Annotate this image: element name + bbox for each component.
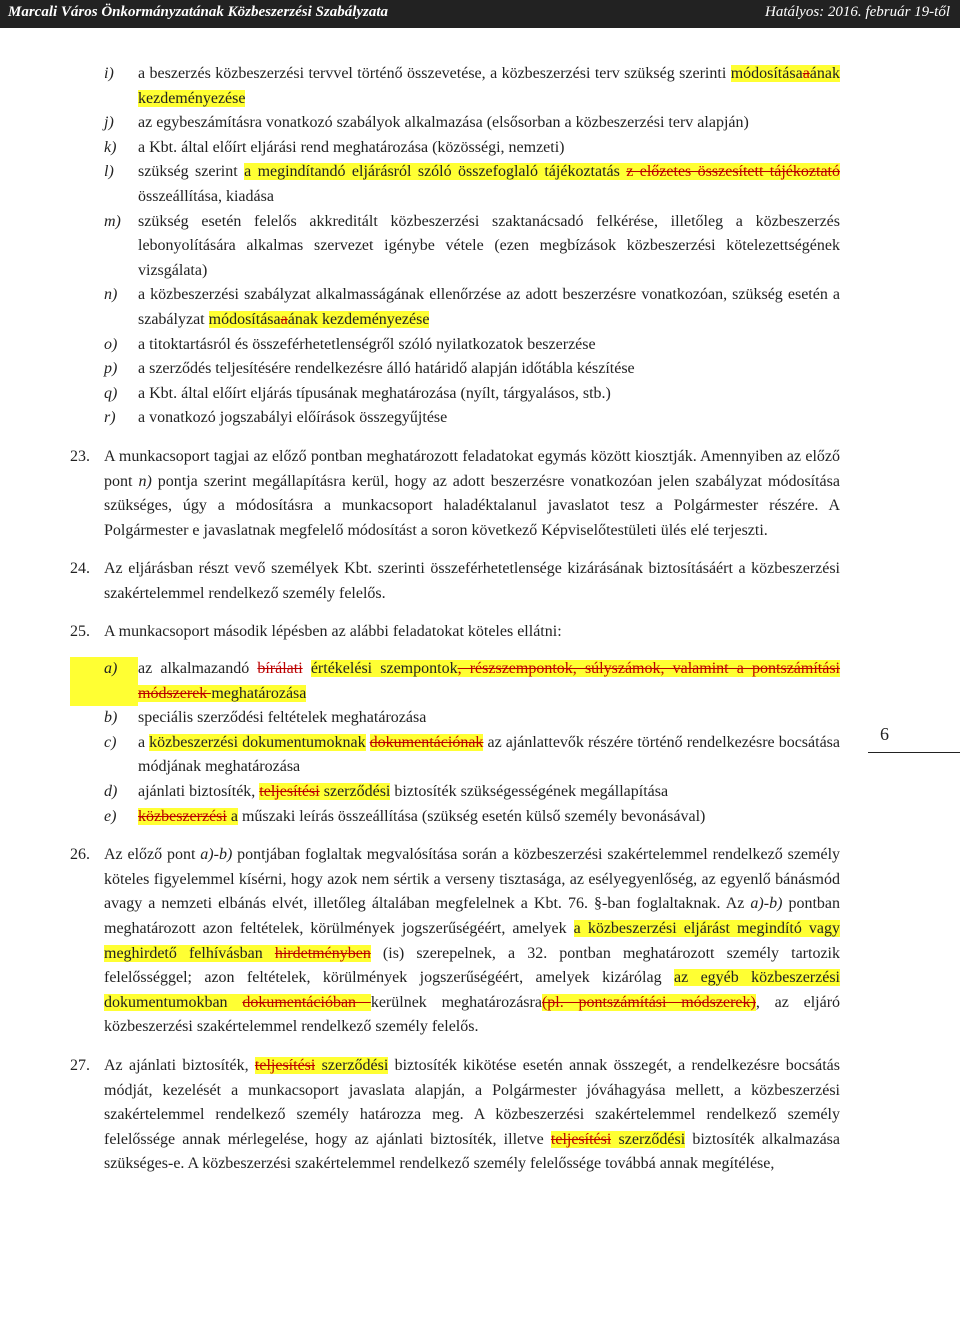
text-run: A munkacsoport tagjai az előző pontban meghatározott feladatokat egymás között kiosztják. Amennyiben az előző pont <box>104 447 840 490</box>
text-run <box>303 660 311 677</box>
text-run: biztosíték alkalmazása szükséges-e. A közbeszerzési szakértelemmel rendelkező személy felelőssége továbbá annak megítélése, <box>104 1130 840 1173</box>
list-item <box>70 160 840 209</box>
text-run: szükség szerint <box>138 163 245 181</box>
list-item-text <box>138 333 840 358</box>
list-item-label: b) <box>104 709 118 727</box>
list-item <box>70 136 840 161</box>
list-item-text <box>138 382 840 407</box>
text-run: a titoktartásról és összeférhetetlenségről szóló nyilatkozatok beszerzése <box>138 335 596 353</box>
list-item <box>70 706 840 731</box>
list-item-text <box>138 731 840 780</box>
list-item <box>70 357 840 382</box>
paragraph-text <box>104 843 840 1040</box>
list-item-label: d) <box>104 783 118 801</box>
text-run: speciális szerződési feltételek meghatározása <box>138 709 427 727</box>
task-list-second <box>70 657 840 829</box>
list-item-label: q) <box>104 384 118 402</box>
paragraph-24 <box>70 557 840 606</box>
paragraph-text <box>104 1054 840 1177</box>
text-run: (is) szerepelnek, a 32. pontban meghatározott személy tartozik felelősséggel; azon feltételek, körülmények jogszerűségéért, amelyek kizárólag <box>104 944 840 987</box>
text-run: kerülnek meghatározásra <box>370 993 542 1011</box>
list-item <box>70 210 840 284</box>
paragraph-text <box>104 557 840 606</box>
page-header <box>0 0 960 28</box>
list-item <box>70 805 840 830</box>
list-item <box>70 111 840 136</box>
list-item <box>70 382 840 407</box>
text-run: z előzetes összesített tájékoztató <box>626 163 840 181</box>
text-run: közbeszerzési <box>138 807 227 825</box>
list-item-label: r) <box>104 409 116 427</box>
paragraph-text <box>104 445 840 543</box>
list-item <box>70 333 840 358</box>
list-item <box>70 62 840 111</box>
header-effective-date: Hatályos: 2016. február 19-től <box>765 4 950 20</box>
document-body <box>70 62 840 1177</box>
text-run: a <box>138 733 150 751</box>
text-run: összeállítása, kiadása <box>138 187 274 205</box>
text-run: meghatározása <box>211 684 307 702</box>
list-item-label: j) <box>104 114 114 132</box>
paragraph-27 <box>70 1054 840 1177</box>
paragraph-number: 26. <box>70 846 90 864</box>
text-run: Az előző pont <box>104 846 201 864</box>
list-item <box>70 406 840 431</box>
list-item-text <box>138 210 840 284</box>
list-item-label: c) <box>104 733 117 751</box>
text-run: szerződési <box>315 1056 389 1074</box>
text-run: teljesítési <box>254 1056 316 1074</box>
text-run: Az eljárásban részt vevő személyek Kbt. szerinti összeférhetetlensége kizárásának biztosításáért a közbeszerzési szakértelemmel rendelkező személy felelős. <box>104 560 840 602</box>
list-item <box>70 780 840 805</box>
text-run: pontban meghatározott azon feltételek, körülmények jogszerűségéért, amelyek <box>104 895 840 937</box>
text-run: n) <box>138 472 152 490</box>
header-title: Marcali Város Önkormányzatának Közbeszerzési Szabályzata <box>8 4 389 20</box>
text-run: bírálati <box>257 660 303 678</box>
text-run: a közbeszerzési eljárást megindító vagy meghirdető felhívásban <box>104 920 840 962</box>
list-item-text <box>138 657 840 706</box>
text-run: az alkalmazandó <box>138 660 258 678</box>
text-run: az egyéb közbeszerzési dokumentumokban <box>104 969 840 1011</box>
text-run: ának kezdeményezése <box>287 310 430 328</box>
text-run: a <box>280 310 288 328</box>
text-run: a <box>802 65 810 82</box>
paragraph-number: 24. <box>70 560 90 578</box>
list-item-text <box>138 357 840 382</box>
text-run: hirdetményben <box>274 944 371 962</box>
list-item-label: m) <box>104 212 121 230</box>
paragraph-number: 25. <box>70 623 90 641</box>
list-item-text <box>138 62 840 111</box>
text-run: a)-b) <box>750 895 783 913</box>
text-run: teljesítési <box>550 1130 612 1148</box>
list-item-label: e) <box>104 807 117 825</box>
text-run: a Kbt. által előírt eljárás típusának meghatározása (nyílt, tárgyalásos, stb.) <box>138 384 611 402</box>
list-item-text <box>138 805 840 830</box>
list-item-label: l) <box>104 163 114 181</box>
list-item-text <box>138 111 840 136</box>
task-list-first <box>70 62 840 431</box>
text-run: , az eljáró közbeszerzési szakértelemmel rendelkező személy felelős. <box>104 993 841 1036</box>
text-run: a Kbt. által előírt eljárási rend meghatározása (közösségi, nemzeti) <box>138 138 565 156</box>
text-run: a <box>226 807 238 825</box>
page-number-rule <box>868 752 960 753</box>
text-run: biztosíték szükségességének megállapítása <box>390 783 669 801</box>
paragraph-26 <box>70 843 840 1040</box>
text-run: az egybeszámításra vonatkozó szabályok alkalmazása (elsősorban a közbeszerzési terv alapján) <box>138 114 749 132</box>
text-run: (pl. pontszámítási módszerek) <box>541 993 756 1011</box>
list-item-text <box>138 406 840 431</box>
list-item <box>70 731 840 780</box>
text-run: dokumentációban <box>242 993 371 1011</box>
text-run: pontja szerint megállapításra kerül, hogy az adott beszerzésre vonatkozóan jelen szabályzat módosítása szükséges, úgy a módosításra a munkacsoport haladéktalanul javaslatot tesz a Polgármester részére. A Polgármester e javaslatnak megfelelő módosítást a soron következő Képviselőtestületi ülés elé terjeszti. <box>104 472 840 539</box>
text-run: biztosíték kikötése esetén annak összegét, a rendelkezésre bocsátás módját, kezelését a munkacsoport javaslata alapján, a Polgármester jóváhagyása mellett, a közbeszerzési szakértelemmel rendelkező személy határozza meg. A közbeszerzési szakértelemmel rendelkező személy felelőssége annak mérlegelése, hogy az ajánlati biztosíték, illetve <box>104 1056 840 1148</box>
page-number: 6 <box>880 724 889 744</box>
text-run: az ajánlattevők részére történő rendelkezésre bocsátása módjának meghatározása <box>138 733 841 776</box>
paragraph-text <box>104 620 840 645</box>
list-item <box>70 283 840 332</box>
list-item-text <box>138 780 840 805</box>
text-run: a beszerzés közbeszerzési tervvel történő összevetése, a közbeszerzési terv szükség szerinti <box>138 65 731 82</box>
text-run: , részszempontok, súlyszámok, valamint a pontszámítási módszerek <box>138 660 841 702</box>
text-run: Az ajánlati biztosíték, <box>104 1056 255 1074</box>
text-run: a közbeszerzési szabályzat alkalmasságának ellenőrzése az adott beszerzésre vonatkozóan, szükség esetén a szabályzat <box>138 286 840 328</box>
text-run: a szerződés teljesítésére rendelkezésre álló határidő alapján időtábla készítése <box>138 360 635 378</box>
text-run: pontjában foglaltak megvalósítása során a közbeszerzési szakértelemmel rendelkező személy köteles figyelemmel kísérni, hogy azok nem sértik a verseny tisztasága, az esélyegyenlőség, az egyenlő bánásmód avagy a nemzeti elbánás elvét, illetőleg általában megfelelnek a Kbt. 76. §-ban foglaltaknak. Az <box>104 846 841 913</box>
paragraph-number: 23. <box>70 447 90 465</box>
paragraph-23 <box>70 445 840 543</box>
text-run: szerződési <box>319 783 391 801</box>
text-run: szükség esetén felelős akkreditált közbeszerzési szaktanácsadó felkérése, illetőleg a közbeszerzés lebonyolítására alkalmas szervezet igénybe vétele (ezen megbízások közbeszerzési kötelezettségének vizsgálata) <box>138 212 840 279</box>
list-item-label: k) <box>104 138 117 156</box>
list-item-text <box>138 283 840 332</box>
text-run: ának kezdeményezése <box>138 65 840 107</box>
text-run: ajánlati biztosíték, <box>138 783 260 801</box>
text-run: A munkacsoport második lépésben az alábbi feladatokat köteles ellátni: <box>104 623 562 641</box>
list-item-label: n) <box>104 286 118 304</box>
text-run: módosítása <box>208 310 281 328</box>
list-item-text <box>138 160 840 209</box>
text-run: a vonatkozó jogszabályi előírások összegyűjtése <box>138 409 448 427</box>
list-item-label: o) <box>104 335 118 353</box>
text-run: a)-b) <box>200 846 233 864</box>
list-item-label: i) <box>104 65 114 82</box>
paragraph-number: 27. <box>70 1056 90 1074</box>
text-run: közbeszerzési dokumentumoknak <box>149 733 366 751</box>
list-item-text <box>138 136 840 161</box>
list-item <box>70 657 840 706</box>
text-run: értékelési szempontok <box>310 660 458 678</box>
text-run: dokumentációnak <box>369 733 484 751</box>
paragraph-25 <box>70 620 840 645</box>
text-run: a megindítandó eljárásról szóló összefoglaló tájékoztatás <box>244 163 627 181</box>
list-item-label: p) <box>104 360 118 378</box>
list-item-text <box>138 706 840 731</box>
text-run: műszaki leírás összeállítása (szükség esetén külső személy bevonásával) <box>237 807 706 825</box>
list-item-label: a) <box>70 657 138 706</box>
text-run: szerződési <box>611 1130 686 1148</box>
text-run: módosítása <box>730 65 803 82</box>
text-run: teljesítési <box>259 783 320 801</box>
